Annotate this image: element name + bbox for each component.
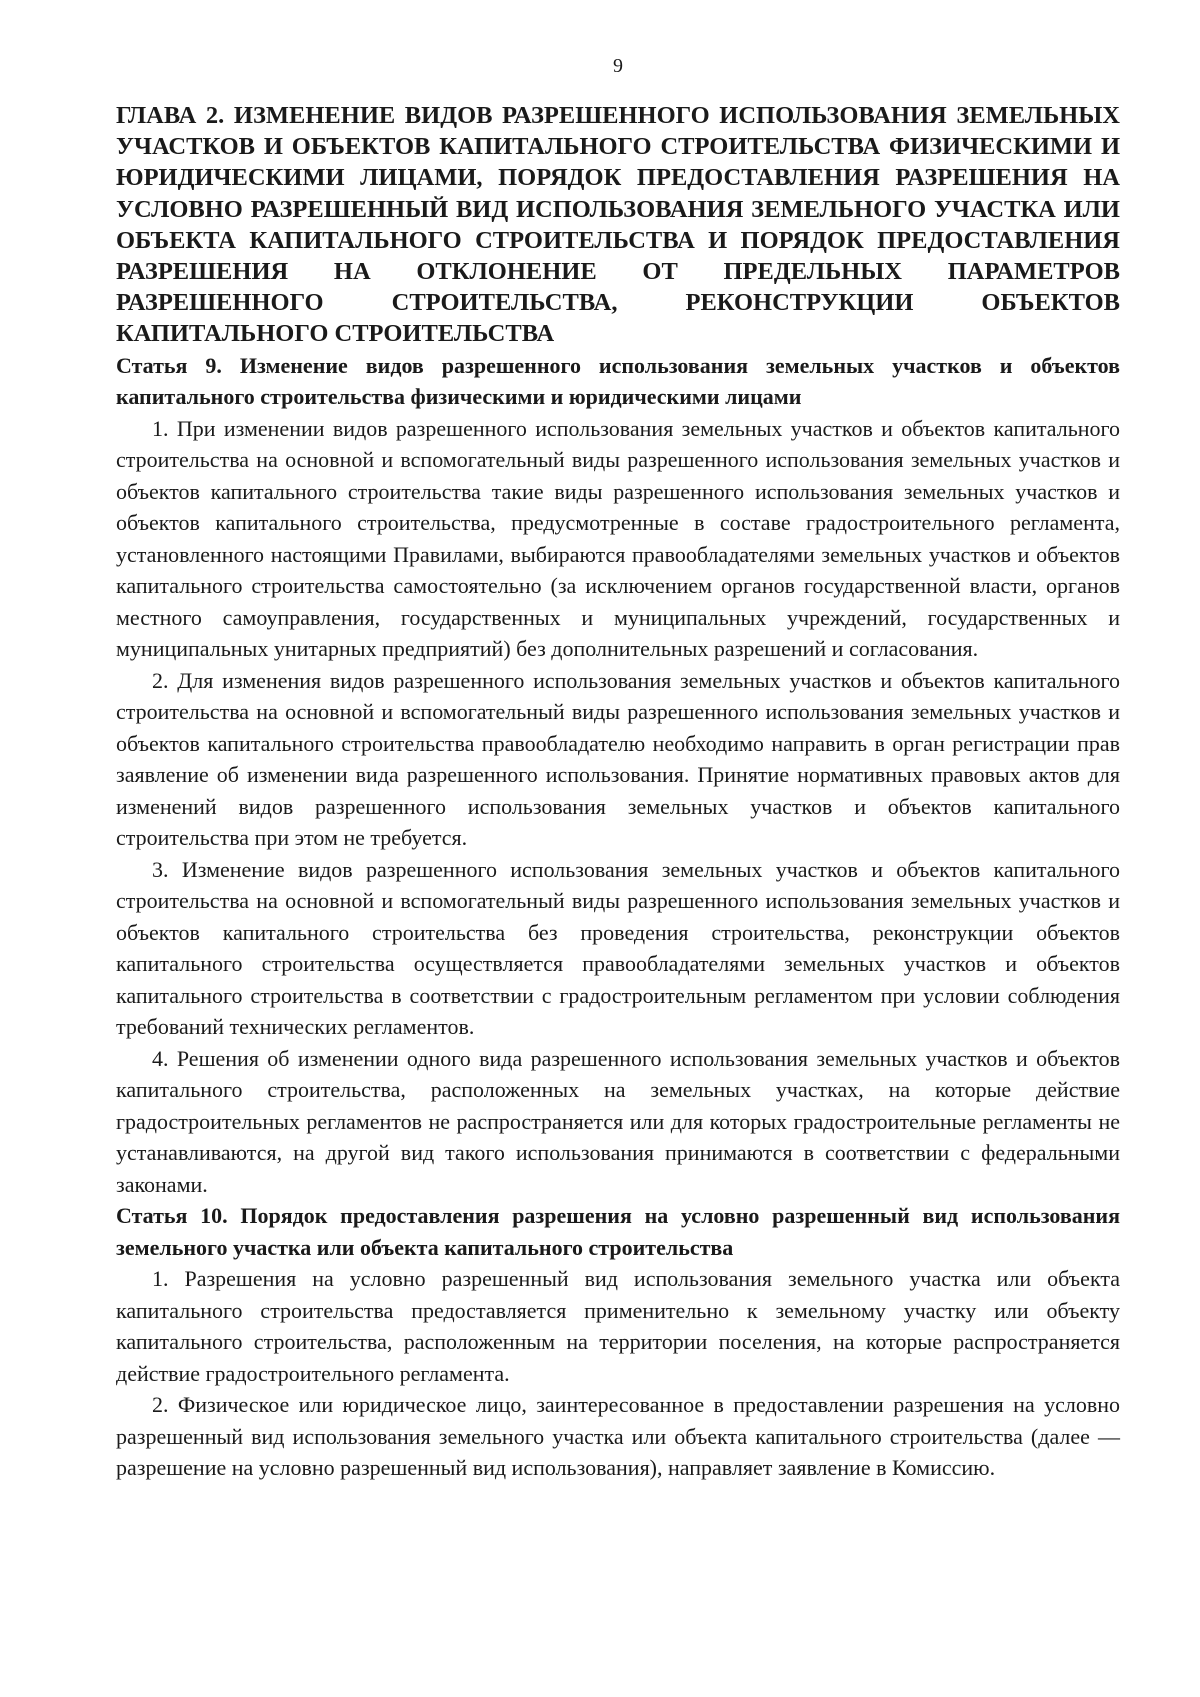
article-9-paragraph-3: 3. Изменение видов разрешенного использования земельных участков и объектов капитального строительства на основной и вспомогательный виды разрешенного использования земельных участков и объектов капитального строительства без проведения строительства, реконструкции объектов капитального строительства осуществляется правообладателями земельных участков и объектов капитального строительства в соответствии с градостроительным регламентом при условии соблюдения требований технических регламентов. bbox=[116, 856, 1120, 1040]
chapter-title-line: РАЗРЕШЕННОГО СТРОИТЕЛЬСТВА, РЕКОНСТРУКЦИИ ОБЪЕКТОВ bbox=[116, 289, 1120, 317]
chapter-title-line: УСЛОВНО РАЗРЕШЕННЫЙ ВИД ИСПОЛЬЗОВАНИЯ ЗЕМЕЛЬНОГО УЧАСТКА ИЛИ bbox=[116, 195, 1120, 223]
chapter-title bbox=[116, 100, 1120, 350]
chapter-title-line: ОБЪЕКТА КАПИТАЛЬНОГО СТРОИТЕЛЬСТВА И ПОРЯДОК ПРЕДОСТАВЛЕНИЯ bbox=[116, 226, 1120, 254]
article-10-title: Статья 10. Порядок предоставления разрешения на условно разрешенный вид использования земельного участка или объекта капитального строительства bbox=[116, 1203, 1120, 1260]
article-9-title: Статья 9. Изменение видов разрешенного использования земельных участков и объектов капитального строительства физическими и юридическими лицами bbox=[116, 352, 1120, 410]
article-9-paragraph-4: 4. Решения об изменении одного вида разрешенного использования земельных участков и объектов капитального строительства, расположенных на земельных участках, на которые действие градостроительных регламентов не распространяется или для которых градостроительные регламенты не устанавливаются, на другой вид такого использования принимаются в соответствии с федеральными законами. bbox=[116, 1045, 1120, 1197]
article-9-paragraph-1: 1. При изменении видов разрешенного использования земельных участков и объектов капитального строительства на основной и вспомогательный виды разрешенного использования земельных участков и объектов капитального строительства такие виды разрешенного использования земельных участков и объектов капитального строительства, предусмотренные в составе градостроительного регламента, установленного настоящими Правилами, выбираются правообладателями земельных участков и объектов капитального строительства самостоятельно (за исключением органов государственной власти, органов местного самоуправления, государственных и муниципальных учреждений, государственных и муниципальных унитарных предприятий) без дополнительных разрешений и согласования. bbox=[116, 415, 1120, 662]
article-10-paragraph-2: 2. Физическое или юридическое лицо, заинтересованное в предоставлении разрешения на условно разрешенный вид использования земельного участка или объекта капитального строительства (далее — разрешение на условно разрешенный вид использования), направляет заявление в Комиссию. bbox=[116, 1392, 1120, 1481]
chapter-title-line: УЧАСТКОВ И ОБЪЕКТОВ КАПИТАЛЬНОГО СТРОИТЕЛЬСТВА ФИЗИЧЕСКИМИ И bbox=[116, 133, 1120, 161]
chapter-title-line: КАПИТАЛЬНОГО СТРОИТЕЛЬСТВА bbox=[116, 320, 555, 348]
chapter-title-line: ГЛАВА 2. ИЗМЕНЕНИЕ ВИДОВ РАЗРЕШЕННОГО ИСПОЛЬЗОВАНИЯ ЗЕМЕЛЬНЫХ bbox=[116, 102, 1120, 129]
chapter-title-line: ЮРИДИЧЕСКИМИ ЛИЦАМИ, ПОРЯДОК ПРЕДОСТАВЛЕНИЯ РАЗРЕШЕНИЯ НА bbox=[116, 164, 1120, 192]
article-10-paragraph-1: 1. Разрешения на условно разрешенный вид использования земельного участка или объекта капитального строительства предоставляется применительно к земельному участку или объекту капитального строительства, расположенным на территории поселения, на которые распространяется действие градостроительного регламента. bbox=[116, 1266, 1120, 1386]
chapter-title-line: РАЗРЕШЕНИЯ НА ОТКЛОНЕНИЕ ОТ ПРЕДЕЛЬНЫХ ПАРАМЕТРОВ bbox=[116, 258, 1120, 286]
page-number: 9 bbox=[613, 55, 623, 77]
article-9-paragraph-2: 2. Для изменения видов разрешенного использования земельных участков и объектов капитального строительства на основной и вспомогательный виды разрешенного использования земельных участков и объектов капитального строительства правообладателю необходимо направить в орган регистрации прав заявление об изменении вида разрешенного использования. Принятие нормативных правовых актов для изменений видов разрешенного использования земельных участков и объектов капитального строительства при этом не требуется. bbox=[116, 667, 1120, 851]
document-page bbox=[116, 52, 1120, 1484]
